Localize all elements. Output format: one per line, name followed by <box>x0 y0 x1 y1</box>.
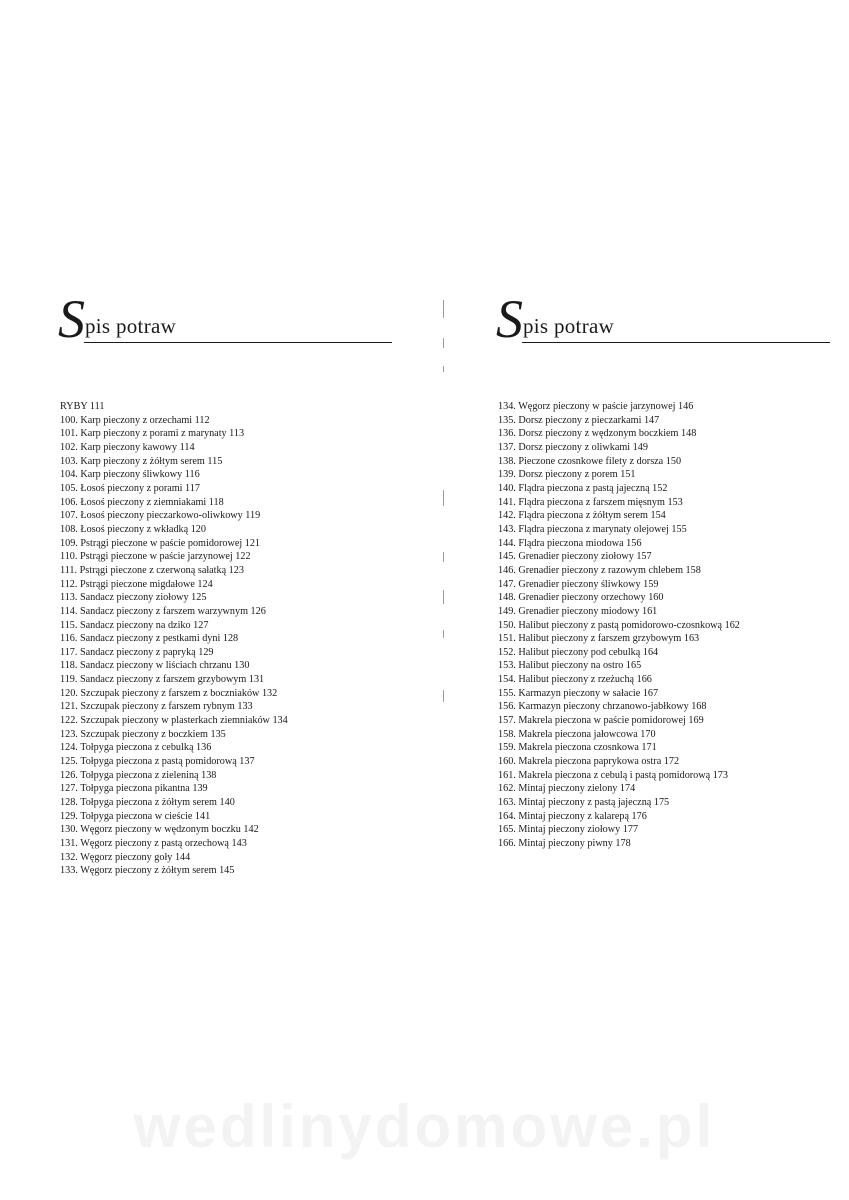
toc-entry: 124. Tołpyga pieczona z cebulką 136 <box>60 742 212 754</box>
toc-entry: 113. Sandacz pieczony ziołowy 125 <box>60 592 207 604</box>
heading-initial: S <box>496 289 523 349</box>
toc-entry: 136. Dorsz pieczony z wędzonym boczkiem 148 <box>498 428 697 440</box>
toc-entry: 121. Szczupak pieczony z farszem rybnym 133 <box>60 701 253 713</box>
toc-entry: 158. Makrela pieczona jałowcowa 170 <box>498 728 656 740</box>
right-page <box>425 0 849 1200</box>
toc-entry: 142. Flądra pieczona z żółtym serem 154 <box>498 510 666 522</box>
heading-initial: S <box>58 289 85 349</box>
toc-entry: 151. Halibut pieczony z farszem grzybowym 163 <box>498 633 700 645</box>
toc-entry: 130. Węgorz pieczony w wędzonym boczku 142 <box>60 824 259 836</box>
toc-entry: 125. Tołpyga pieczona z pastą pomidorową 137 <box>60 756 255 768</box>
left-page <box>0 0 424 1200</box>
toc-entry: 119. Sandacz pieczony z farszem grzybowym 131 <box>60 674 265 686</box>
toc-entry: 112. Pstrągi pieczone migdałowe 124 <box>60 578 213 590</box>
toc-entry: 159. Makrela pieczona czosnkowa 171 <box>498 742 657 754</box>
toc-entry: 140. Flądra pieczona z pastą jajeczną 152 <box>498 482 668 494</box>
heading-text: pis potraw <box>85 314 177 338</box>
toc-entry: 109. Pstrągi pieczone w paście pomidorowej 121 <box>60 537 261 549</box>
toc-entry: 114. Sandacz pieczony z farszem warzywnym 126 <box>60 605 266 617</box>
toc-entry: 100. Karp pieczony z orzechami 112 <box>60 414 210 426</box>
toc-entry: 155. Karmazyn pieczony w sałacie 167 <box>498 687 659 699</box>
toc-entry: 138. Pieczone czosnkowe filety z dorsza 150 <box>498 455 682 467</box>
toc-entry: 102. Karp pieczony kawowy 114 <box>60 441 195 453</box>
toc-entry: 145. Grenadier pieczony ziołowy 157 <box>498 551 652 563</box>
toc-entry: 134. Węgorz pieczony w paście jarzynowej 146 <box>498 401 694 412</box>
toc-entry: 166. Mintaj pieczony piwny 178 <box>498 838 631 849</box>
toc-entry: 106. Łosoś pieczony z ziemniakami 118 <box>60 496 224 508</box>
left-toc-list <box>60 400 288 878</box>
toc-entry: 153. Halibut pieczony na ostro 165 <box>498 660 642 672</box>
toc-entry: 146. Grenadier pieczony z razowym chlebem 158 <box>498 564 701 576</box>
toc-entry: 161. Makrela pieczona z cebulą i pastą pomidorową 173 <box>498 769 728 781</box>
toc-entry: 104. Karp pieczony śliwkowy 116 <box>60 469 200 481</box>
toc-entry: 162. Mintaj pieczony zielony 174 <box>498 783 636 795</box>
toc-entry: 105. Łosoś pieczony z porami 117 <box>60 482 200 494</box>
toc-entry: 123. Szczupak pieczony z boczkiem 135 <box>60 728 226 740</box>
right-toc-list <box>498 400 740 851</box>
toc-entry: 129. Tołpyga pieczona w cieście 141 <box>60 810 211 822</box>
toc-entry: 152. Halibut pieczony pod cebulką 164 <box>498 646 659 658</box>
heading-text: pis potraw <box>523 314 615 338</box>
toc-entry: 128. Tołpyga pieczona z żółtym serem 140 <box>60 797 235 809</box>
toc-entry: 154. Halibut pieczony z rzeżuchą 166 <box>498 674 652 686</box>
toc-entry: 135. Dorsz pieczony z pieczarkami 147 <box>498 414 660 426</box>
toc-entry: 132. Węgorz pieczony goły 144 <box>60 851 191 863</box>
toc-entry: 163. Mintaj pieczony z pastą jajeczną 175 <box>498 797 670 809</box>
toc-entry: RYBY 111 <box>60 401 105 412</box>
watermark: wedlinydomowe.pl <box>133 1093 716 1160</box>
toc-entry: 165. Mintaj pieczony ziołowy 177 <box>498 824 639 836</box>
toc-entry: 133. Węgorz pieczony z żółtym serem 145 <box>60 865 235 877</box>
toc-entry: 117. Sandacz pieczony z papryką 129 <box>60 646 214 658</box>
toc-entry: 103. Karp pieczony z żółtym serem 115 <box>60 455 223 467</box>
toc-entry: 144. Flądra pieczona miodowa 156 <box>498 537 642 549</box>
toc-entry: 148. Grenadier pieczony orzechowy 160 <box>498 592 664 604</box>
toc-entry: 107. Łosoś pieczony pieczarkowo-oliwkowy 119 <box>60 510 261 522</box>
toc-entry: 137. Dorsz pieczony z oliwkami 149 <box>498 441 648 453</box>
toc-entry: 143. Flądra pieczona z marynaty olejowej 155 <box>498 523 687 535</box>
toc-entry: 141. Flądra pieczona z farszem mięsnym 153 <box>498 496 683 508</box>
toc-entry: 126. Tołpyga pieczona z zieleniną 138 <box>60 769 217 781</box>
toc-entry: 116. Sandacz pieczony z pestkami dyni 128 <box>60 633 239 645</box>
toc-entry: 150. Halibut pieczony z pastą pomidorowo-czosnkową 162 <box>498 619 740 631</box>
toc-entry: 122. Szczupak pieczony w plasterkach ziemniaków 134 <box>60 715 288 727</box>
toc-entry: 131. Węgorz pieczony z pastą orzechową 143 <box>60 838 247 849</box>
toc-entry: 164. Mintaj pieczony z kalarepą 176 <box>498 810 647 822</box>
heading-rule <box>84 342 392 343</box>
toc-entry: 115. Sandacz pieczony na dziko 127 <box>60 619 209 631</box>
toc-entry: 157. Makrela pieczona w paście pomidorowej 169 <box>498 715 704 727</box>
toc-entry: 120. Szczupak pieczony z farszem z boczniaków 132 <box>60 687 278 699</box>
toc-entry: 127. Tołpyga pieczona pikantna 139 <box>60 783 208 795</box>
toc-entry: 160. Makrela pieczona paprykowa ostra 172 <box>498 756 680 768</box>
toc-entry: 118. Sandacz pieczony w liściach chrzanu 130 <box>60 660 250 672</box>
toc-entry: 156. Karmazyn pieczony chrzanowo-jabłkowy 168 <box>498 701 707 713</box>
left-page-heading <box>58 289 392 358</box>
right-page-heading <box>496 289 830 358</box>
toc-entry: 108. Łosoś pieczony z wkładką 120 <box>60 523 206 535</box>
toc-entry: 149. Grenadier pieczony miodowy 161 <box>498 605 658 617</box>
toc-entry: 147. Grenadier pieczony śliwkowy 159 <box>498 578 659 590</box>
toc-entry: 110. Pstrągi pieczone w paście jarzynowej 122 <box>60 551 251 563</box>
heading-rule <box>522 342 830 343</box>
toc-entry: 111. Pstrągi pieczone z czerwoną sałatką 123 <box>60 564 244 576</box>
toc-entry: 139. Dorsz pieczony z porem 151 <box>498 469 636 481</box>
toc-entry: 101. Karp pieczony z porami z marynaty 113 <box>60 428 245 440</box>
